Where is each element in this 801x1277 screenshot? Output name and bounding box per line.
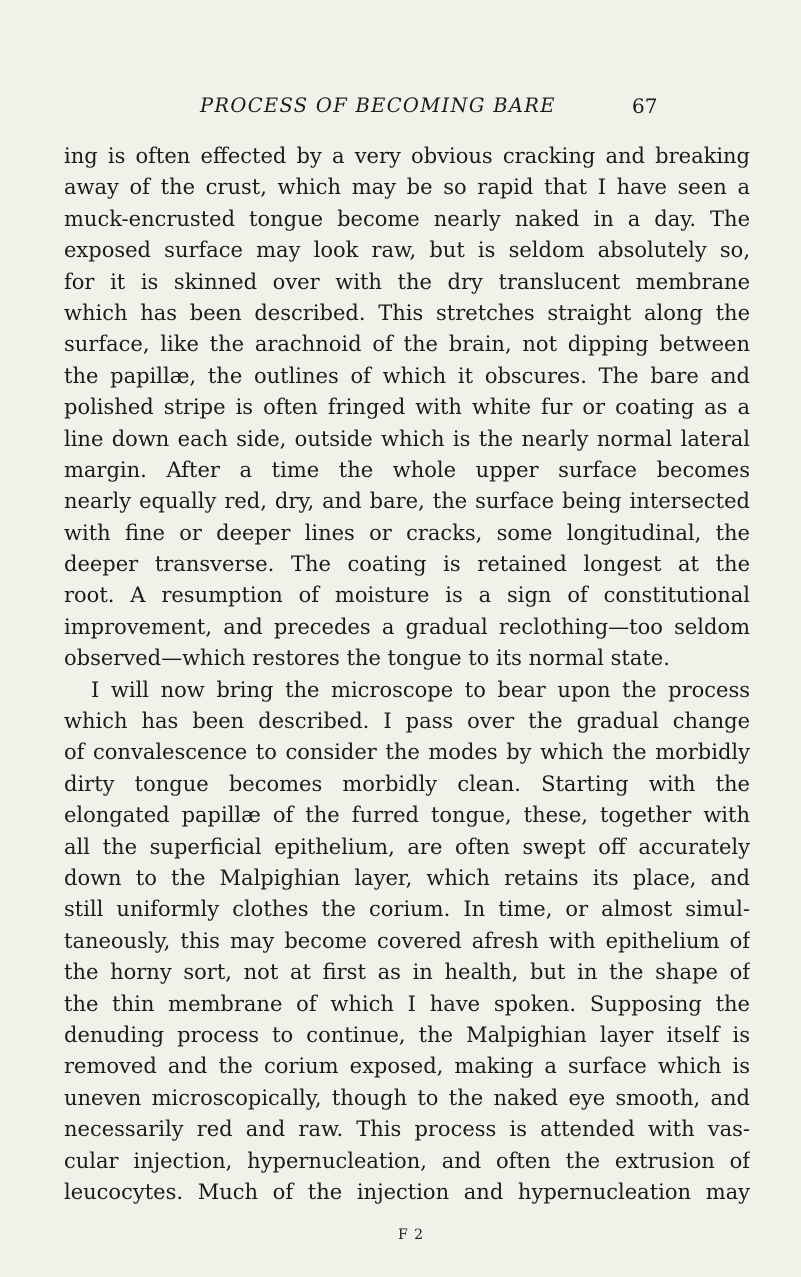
text-line: nearly equally red, dry, and bare, the surface being intersected <box>64 489 750 514</box>
text-line: the horny sort, not at first as in health, but in the shape of <box>64 960 750 985</box>
text-line: denuding process to continue, the Malpighian layer itself is <box>64 1022 750 1047</box>
text-line: elongated papillæ of the furred tongue, these, together with <box>64 803 750 828</box>
text-line: cular injection, hypernucleation, and often the extrusion of <box>64 1148 750 1173</box>
text-line: of convalescence to consider the modes by which the morbidly <box>64 740 750 765</box>
text-line: muck-encrusted tongue become nearly naked in a day. The <box>64 206 750 231</box>
text-line: deeper transverse. The coating is retained longest at the <box>64 552 750 577</box>
text-line: the thin membrane of which I have spoken. Supposing the <box>64 991 750 1016</box>
text-line: away of the crust, which may be so rapid that I have seen a <box>64 175 750 200</box>
body-text <box>64 141 750 1208</box>
text-line: leucocytes. Much of the injection and hypernucleation may <box>64 1179 750 1204</box>
text-line: line down each side, outside which is the nearly normal lateral <box>64 426 750 451</box>
running-head <box>0 94 801 120</box>
text-line: polished stripe is often fringed with white fur or coating as a <box>64 395 750 420</box>
text-line: observed—which restores the tongue to its normal state. <box>64 646 670 671</box>
text-line: necessarily red and raw. This process is attended with vas- <box>64 1117 750 1142</box>
paragraph-1 <box>64 141 750 675</box>
signature-mark: F 2 <box>398 1227 425 1243</box>
paragraph-2 <box>64 675 750 1209</box>
text-line: taneously, this may become covered afresh with epithelium of <box>64 928 750 953</box>
text-line: still uniformly clothes the corium. In time, or almost simul- <box>64 897 750 922</box>
text-line: I will now bring the microscope to bear upon the process <box>91 677 750 702</box>
text-line: surface, like the arachnoid of the brain, not dipping between <box>64 332 750 357</box>
text-line: all the superficial epithelium, are often swept off accurately <box>64 834 750 859</box>
text-line: dirty tongue becomes morbidly clean. Starting with the <box>64 771 750 796</box>
text-line: improvement, and precedes a gradual reclothing—too seldom <box>64 614 750 639</box>
text-line: removed and the corium exposed, making a surface which is <box>64 1054 750 1079</box>
text-line: margin. After a time the whole upper surface becomes <box>64 457 750 482</box>
text-line: which has been described. I pass over the gradual change <box>64 709 750 734</box>
text-line: with fine or deeper lines or cracks, some longitudinal, the <box>64 520 750 545</box>
text-line: uneven microscopically, though to the naked eye smooth, and <box>64 1085 750 1110</box>
text-line: ing is often effected by a very obvious cracking and breaking <box>64 144 750 168</box>
text-line: which has been described. This stretches straight along the <box>64 300 750 325</box>
page-number: 67 <box>632 94 658 118</box>
text-line: root. A resumption of moisture is a sign of constitutional <box>64 583 750 608</box>
text-line: down to the Malpighian layer, which retains its place, and <box>64 865 750 890</box>
running-title: PROCESS OF BECOMING BARE <box>200 94 556 117</box>
text-line: for it is skinned over with the dry translucent membrane <box>64 269 750 294</box>
text-line: exposed surface may look raw, but is seldom absolutely so, <box>64 238 750 263</box>
text-line: the papillæ, the outlines of which it obscures. The bare and <box>64 363 750 388</box>
